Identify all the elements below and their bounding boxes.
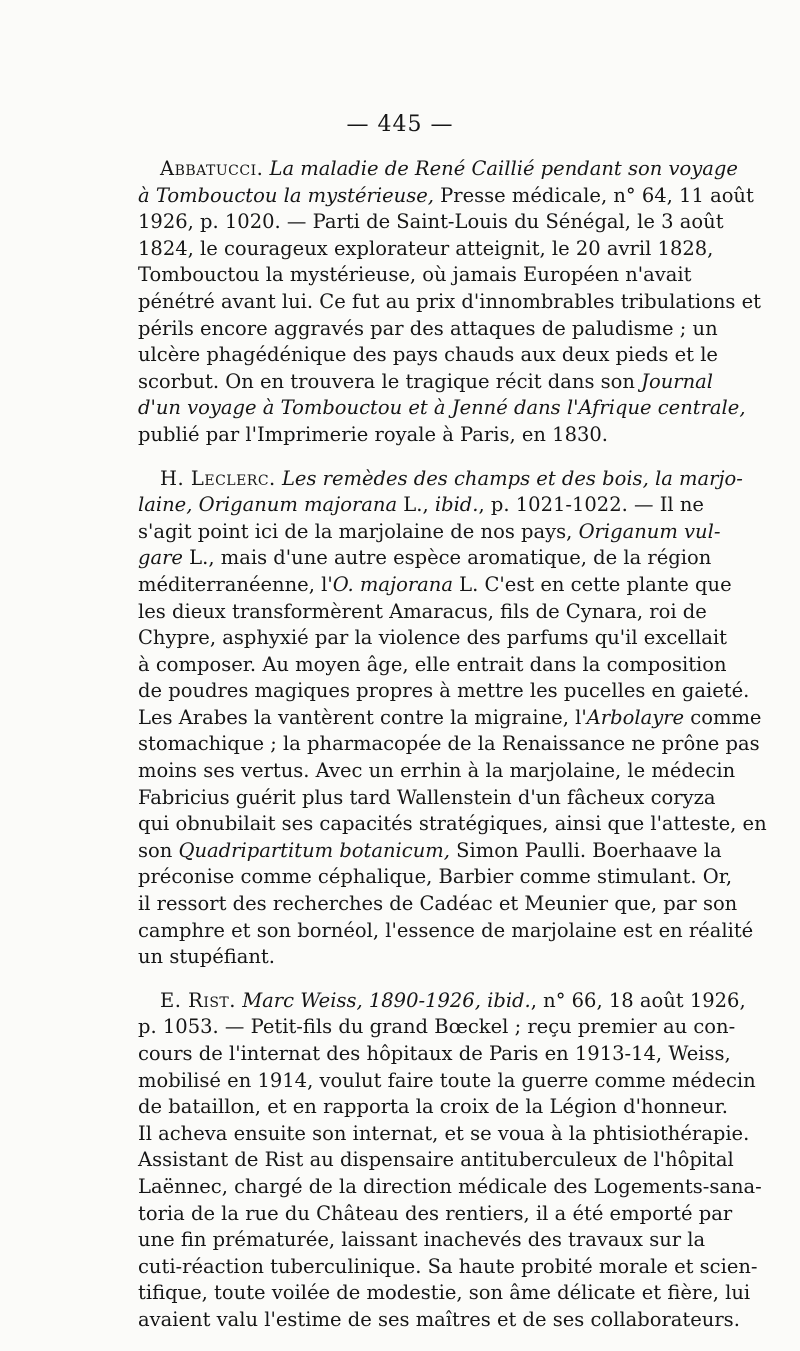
text-line: toria de la rue du Château des rentiers, il a été emporté par — [138, 1201, 733, 1225]
entry-title: La maladie de René Caillié pendant son voyage — [269, 157, 738, 180]
text-line: son Quadripartitum botanicum, Simon Paulli. Boerhaave la — [138, 838, 722, 862]
text-line: à Tombouctou la mystérieuse, Presse médicale, n° 64, 11 août — [138, 183, 754, 207]
text-line: une fin prématurée, laissant inachevés des travaux sur la — [138, 1228, 706, 1252]
journal-title: Journal — [641, 369, 714, 393]
text-line: scorbut. On en trouvera le tragique récit dans son Journal — [138, 369, 714, 393]
text-line: stomachique ; la pharmacopée de la Renaissance ne prône pas — [138, 732, 760, 756]
text-line: cuti-réaction tuberculinique. Sa haute probité morale et scien- — [138, 1254, 758, 1278]
text-line: pénétré avant lui. Ce fut au prix d'innombrables tribulations et — [138, 289, 761, 313]
text-line: Laënnec, chargé de la direction médicale des Logements-sana- — [138, 1174, 762, 1198]
text-line: qui obnubilait ses capacités stratégiques, ainsi que l'atteste, en — [138, 812, 767, 836]
text-line: Fabricius guérit plus tard Wallenstein d'un fâcheux coryza — [138, 785, 716, 809]
text-line: périls encore aggravés par des attaques de paludisme ; un — [138, 316, 718, 340]
text-line: ulcère phagédénique des pays chauds aux deux pieds et le — [138, 343, 718, 367]
text-line: Les Arabes la vantèrent contre la migraine, l'Arbolayre comme — [138, 705, 762, 729]
text-line: Il acheva ensuite son internat, et se voua à la phtisiothérapie. — [138, 1121, 750, 1145]
page-body — [138, 156, 767, 1351]
text-line: tifique, toute voilée de modestie, son âme délicate et fière, lui — [138, 1281, 751, 1305]
text-line: Chypre, asphyxié par la violence des parfums qu'il excellait — [138, 626, 727, 650]
bibliography-entry-leclerc — [138, 466, 767, 971]
text-line: p. 1053. — Petit-fils du grand Bœckel ; reçu premier au con- — [138, 1015, 736, 1039]
text-line: à composer. Au moyen âge, elle entrait dans la composition — [138, 652, 727, 676]
entry-title: Marc Weiss, 1890-1926, ibid. — [242, 988, 531, 1012]
entry-author: H. Leclerc. — [160, 466, 276, 490]
entry-author: E. Rist. — [160, 988, 236, 1012]
entry-title-cont: à Tombouctou la mystérieuse, — [138, 183, 434, 207]
bibliography-entry-rist — [138, 988, 762, 1334]
entry-author: Abbatucci. — [160, 157, 264, 180]
text-line: cours de l'internat des hôpitaux de Paris en 1913-14, Weiss, — [138, 1042, 731, 1065]
text-line: s'agit point ici de la marjolaine de nos pays, Origanum vul- — [138, 519, 721, 543]
bibliography-entry-abbatucci — [138, 156, 761, 449]
text-line: 1824, le courageux explorateur atteignit, le 20 avril 1828, — [138, 236, 714, 260]
text-line: Assistant de Rist au dispensaire antituberculeux de l'hôpital — [138, 1148, 734, 1172]
text-line — [138, 466, 743, 493]
text-line: préconise comme céphalique, Barbier comme stimulant. Or, — [138, 865, 733, 889]
page-number: — 445 — — [346, 112, 454, 137]
text-line: 1926, p. 1020. — Parti de Saint-Louis du Sénégal, le 3 août — [138, 210, 724, 234]
text-line: Tombouctou la mystérieuse, où jamais Européen n'avait — [138, 263, 692, 287]
text-line — [138, 395, 746, 422]
text-line: moins ses vertus. Avec un errhin à la marjolaine, le médecin — [138, 759, 736, 783]
text-line: méditerranéenne, l'O. majorana L. C'est en cette plante que — [138, 572, 732, 596]
text-line: de bataillon, et en rapporta la croix de la Légion d'honneur. — [138, 1095, 728, 1119]
text-line — [138, 156, 738, 183]
text-line: E. Rist. Marc Weiss, 1890-1926, ibid., n° 66, 18 août 1926, — [160, 988, 746, 1012]
text-line: avaient valu l'estime de ses maîtres et de ses collaborateurs. — [138, 1307, 740, 1331]
text-line: laine, Origanum majorana L., ibid., p. 1021-1022. — Il ne — [138, 493, 704, 517]
text-line: mobilisé en 1914, voulut faire toute la guerre comme médecin — [138, 1068, 756, 1092]
text-line: un stupéfiant. — [138, 945, 275, 969]
journal-title-cont: d'un voyage à Tombouctou et à Jenné dans l'Afrique centrale, — [138, 396, 746, 420]
text-line: de poudres magiques propres à mettre les pucelles en gaieté. — [138, 679, 750, 703]
text-line: camphre et son bornéol, l'essence de marjolaine est en réalité — [138, 918, 754, 942]
text-line: les dieux transformèrent Amaracus, fils de Cynara, roi de — [138, 599, 707, 623]
text-line: gare L., mais d'une autre espèce aromatique, de la région — [138, 546, 712, 570]
entry-title: Les remèdes des champs et des bois, la marjo- — [281, 466, 743, 490]
text-line: il ressort des recherches de Cadéac et Meunier que, par son — [138, 892, 738, 916]
text-line: publié par l'Imprimerie royale à Paris, en 1830. — [138, 422, 608, 446]
